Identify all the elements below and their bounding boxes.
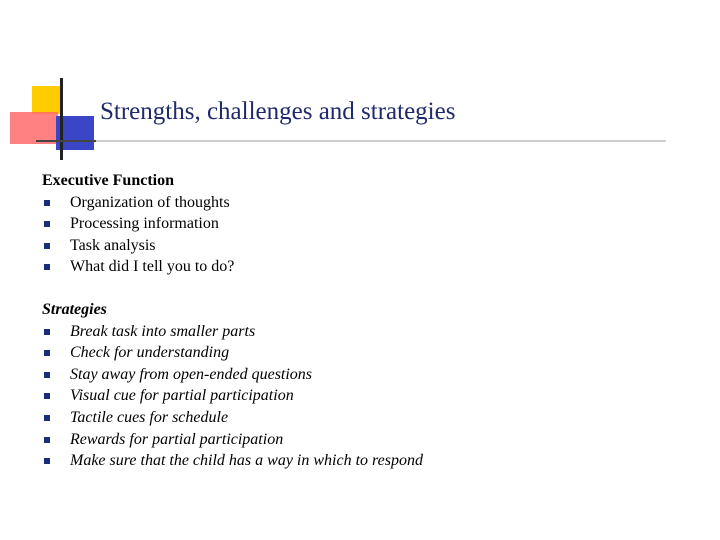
square-bullet-icon xyxy=(44,437,50,443)
list-item-text: Stay away from open-ended questions xyxy=(70,365,313,383)
list-item xyxy=(42,192,234,214)
list-item-text: Visual cue for partial participation xyxy=(70,387,294,405)
title-underline xyxy=(36,140,666,142)
list-item xyxy=(42,256,234,278)
square-bullet-icon xyxy=(44,243,50,249)
square-bullet-icon xyxy=(44,264,50,270)
list-item-text: Rewards for partial participation xyxy=(70,430,284,448)
vertical-rule xyxy=(60,78,63,160)
executive-function-heading: Executive Function xyxy=(42,172,174,189)
strategies-heading: Strategies xyxy=(42,301,107,318)
strategies-list xyxy=(42,321,423,472)
square-bullet-icon xyxy=(44,372,50,378)
list-item xyxy=(42,429,423,451)
square-bullet-icon xyxy=(44,200,50,206)
square-bullet-icon xyxy=(44,221,50,227)
list-item xyxy=(42,407,423,429)
list-item-text: Processing information xyxy=(70,215,219,233)
slide-logo-decoration xyxy=(0,0,720,170)
square-bullet-icon xyxy=(44,350,50,356)
strategies-section xyxy=(42,299,423,472)
yellow-square-shape xyxy=(32,86,62,114)
list-item xyxy=(42,450,423,472)
executive-function-list xyxy=(42,192,234,278)
list-item xyxy=(42,235,234,257)
list-item xyxy=(42,364,423,386)
slide-title: Strengths, challenges and strategies xyxy=(100,98,456,125)
list-item-text: Task analysis xyxy=(70,236,156,254)
list-item-text: Tactile cues for schedule xyxy=(70,408,229,426)
list-item xyxy=(42,321,423,343)
square-bullet-icon xyxy=(44,415,50,421)
list-item-text: What did I tell you to do? xyxy=(70,258,235,276)
list-item-text: Break task into smaller parts xyxy=(70,322,256,340)
list-item xyxy=(42,385,423,407)
square-bullet-icon xyxy=(44,458,50,464)
square-bullet-icon xyxy=(44,393,50,399)
list-item xyxy=(42,342,423,364)
title-underline-accent xyxy=(36,140,96,142)
list-item-text: Check for understanding xyxy=(70,344,230,362)
executive-function-section xyxy=(42,170,234,278)
list-item-text: Organization of thoughts xyxy=(70,193,230,211)
list-item-text: Make sure that the child has a way in which to respond xyxy=(70,452,423,470)
square-bullet-icon xyxy=(44,329,50,335)
list-item xyxy=(42,213,234,235)
